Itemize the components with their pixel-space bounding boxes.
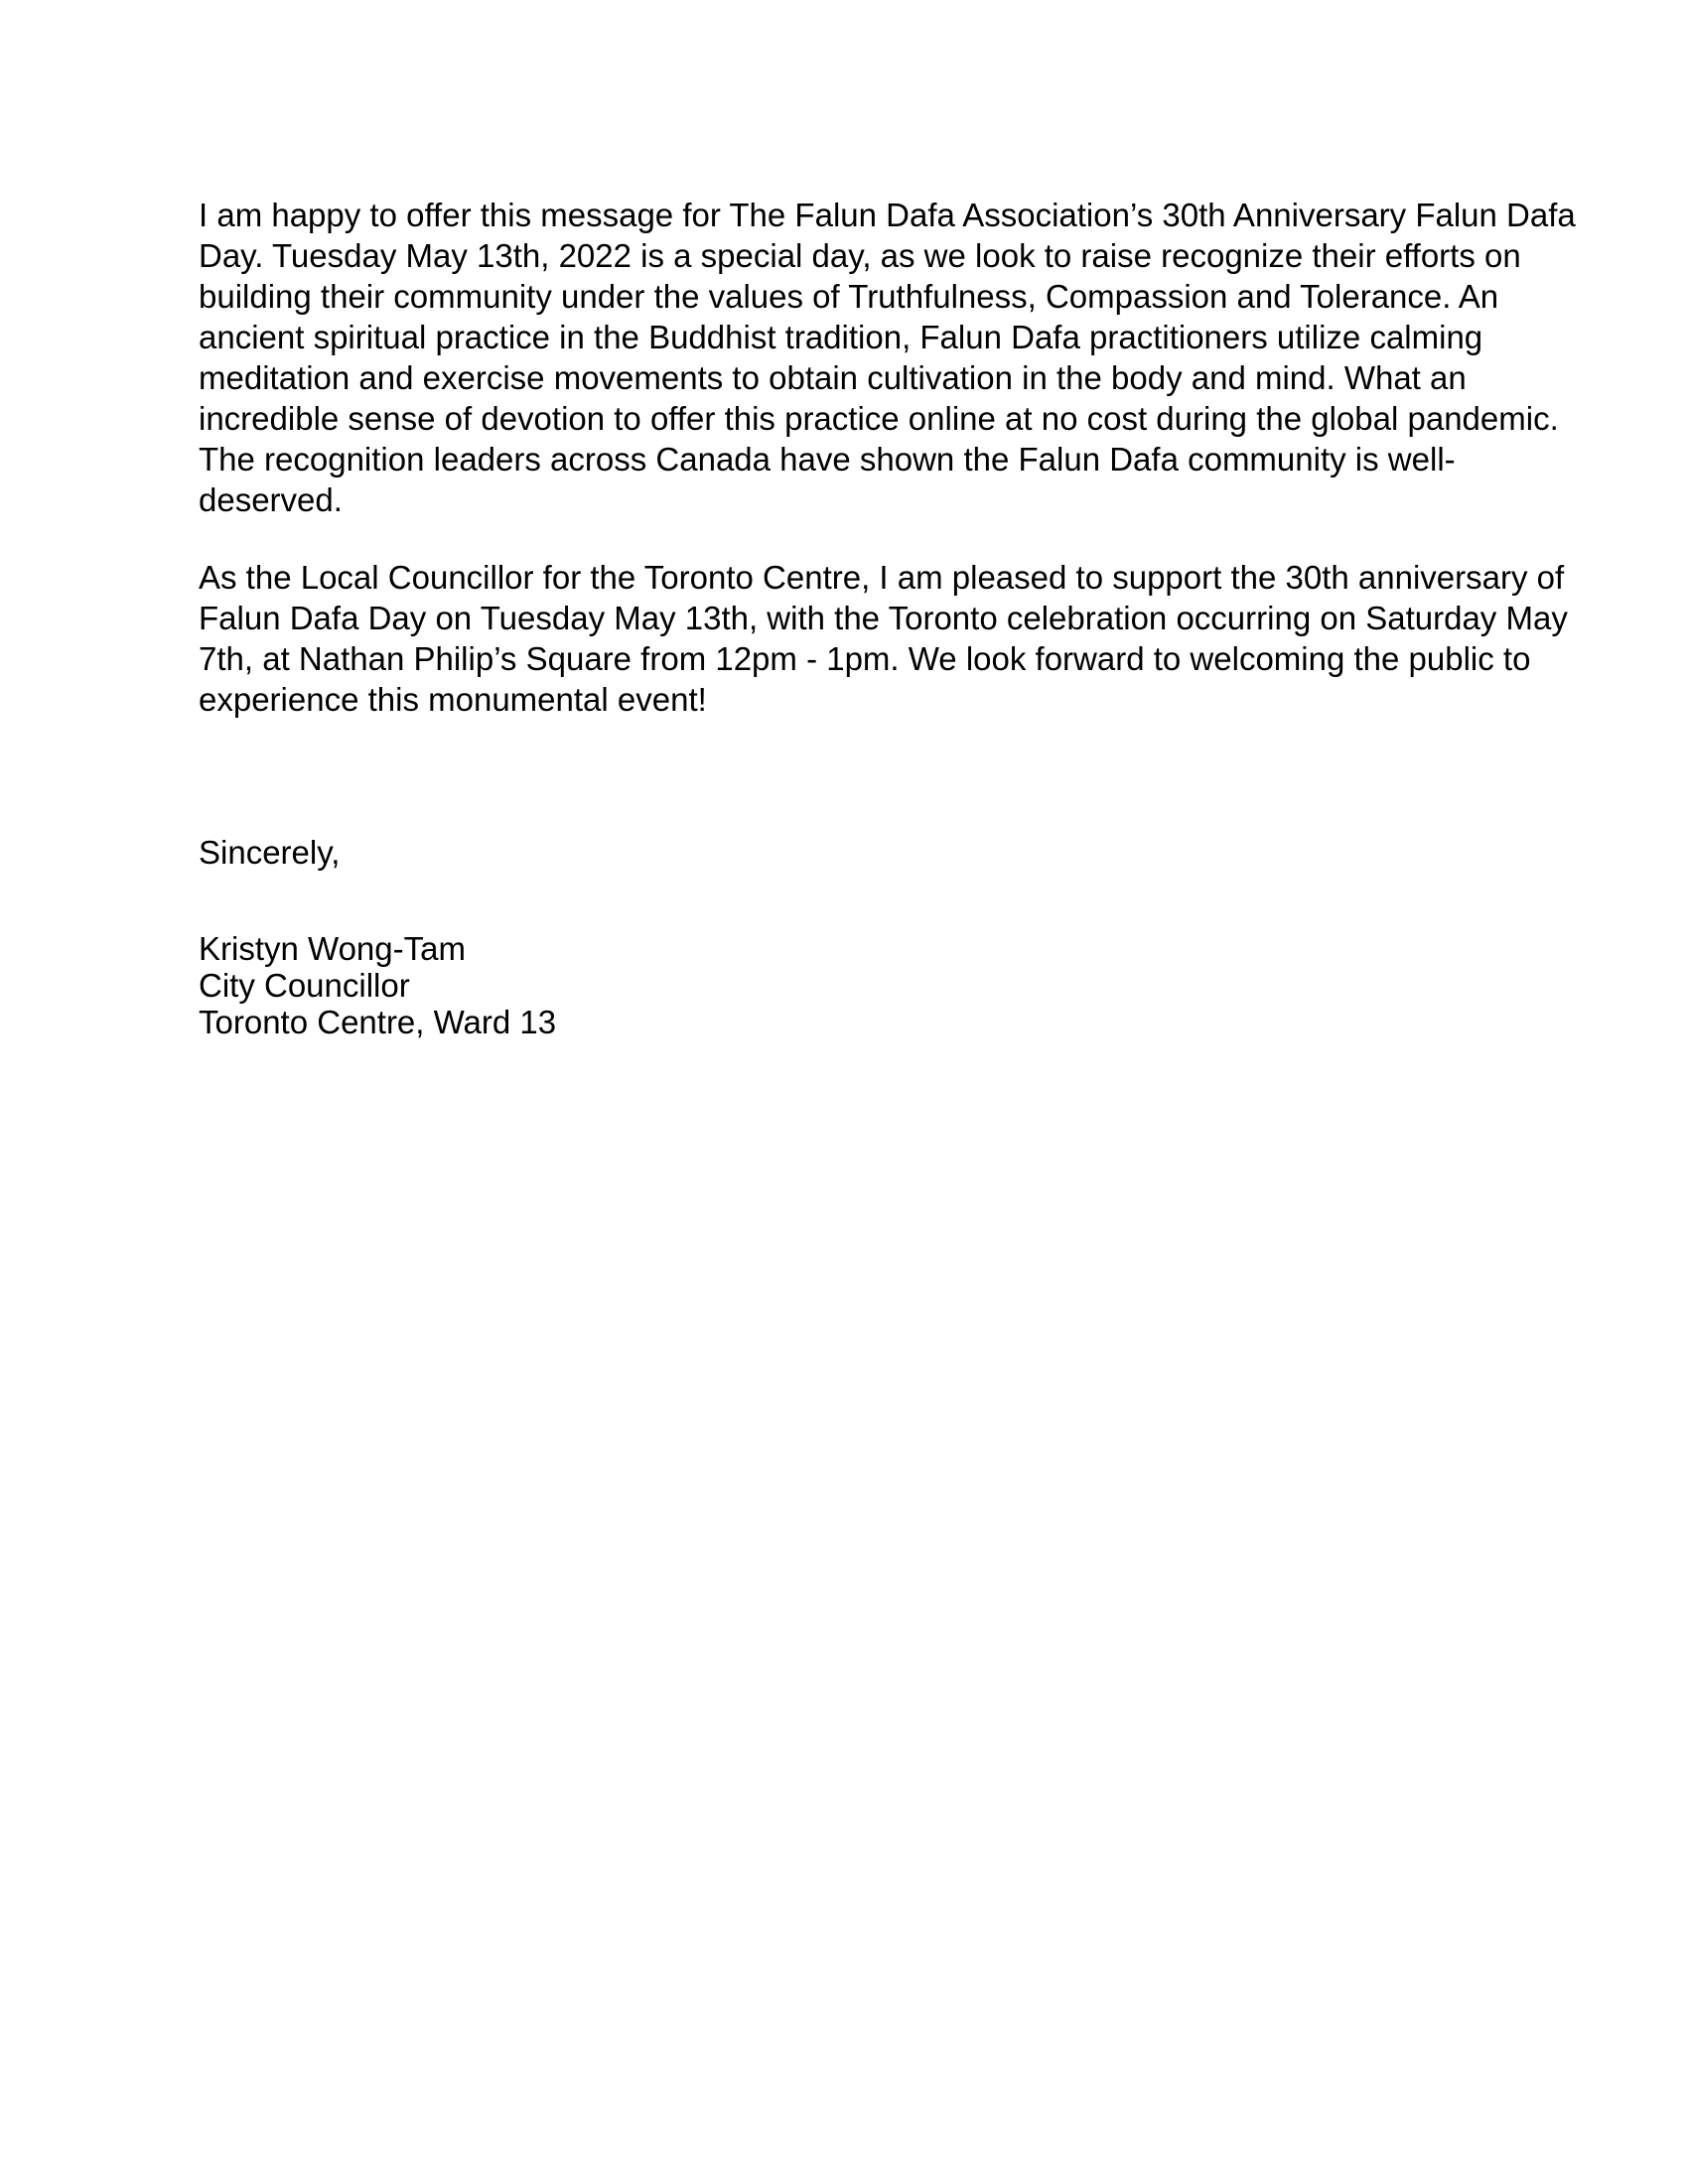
letter-line: 7th, at Nathan Philip’s Square from 12pm - 1pm. We look forward to welcoming the public to	[199, 640, 1531, 677]
letter-line: Falun Dafa Day on Tuesday May 13th, with the Toronto celebration occurring on Saturday May	[199, 600, 1568, 636]
letter-line: meditation and exercise movements to obtain cultivation in the body and mind. What an	[199, 359, 1467, 396]
letter-line: deserved.	[199, 481, 343, 518]
letter-line: The recognition leaders across Canada have shown the Falun Dafa community is well-	[199, 441, 1456, 478]
paragraph-2	[199, 557, 1568, 720]
signatory-title: City Councillor	[199, 967, 410, 1004]
signature-block	[199, 930, 1489, 1040]
letter-line: experience this monumental event!	[199, 681, 707, 718]
letter-line: I am happy to offer this message for The Falun Dafa Association’s 30th Anniversary Falun Dafa	[199, 197, 1576, 233]
signatory-name: Kristyn Wong-Tam	[199, 930, 466, 967]
letter-line: Day. Tuesday May 13th, 2022 is a special day, as we look to raise recognize their efforts on	[199, 237, 1521, 274]
letter-line: building their community under the values of Truthfulness, Compassion and Tolerance. An	[199, 278, 1499, 315]
paragraph-1	[199, 195, 1576, 520]
signatory-district: Toronto Centre, Ward 13	[199, 1004, 557, 1040]
letter-line: incredible sense of devotion to offer this practice online at no cost during the global pandemic.	[199, 400, 1559, 437]
letter-body	[199, 195, 1576, 1040]
letter-line: ancient spiritual practice in the Buddhist tradition, Falun Dafa practitioners utilize calming	[199, 319, 1483, 355]
letter-line: As the Local Councillor for the Toronto Centre, I am pleased to support the 30th anniversary of	[199, 559, 1565, 596]
closing-salutation: Sincerely,	[199, 834, 341, 871]
